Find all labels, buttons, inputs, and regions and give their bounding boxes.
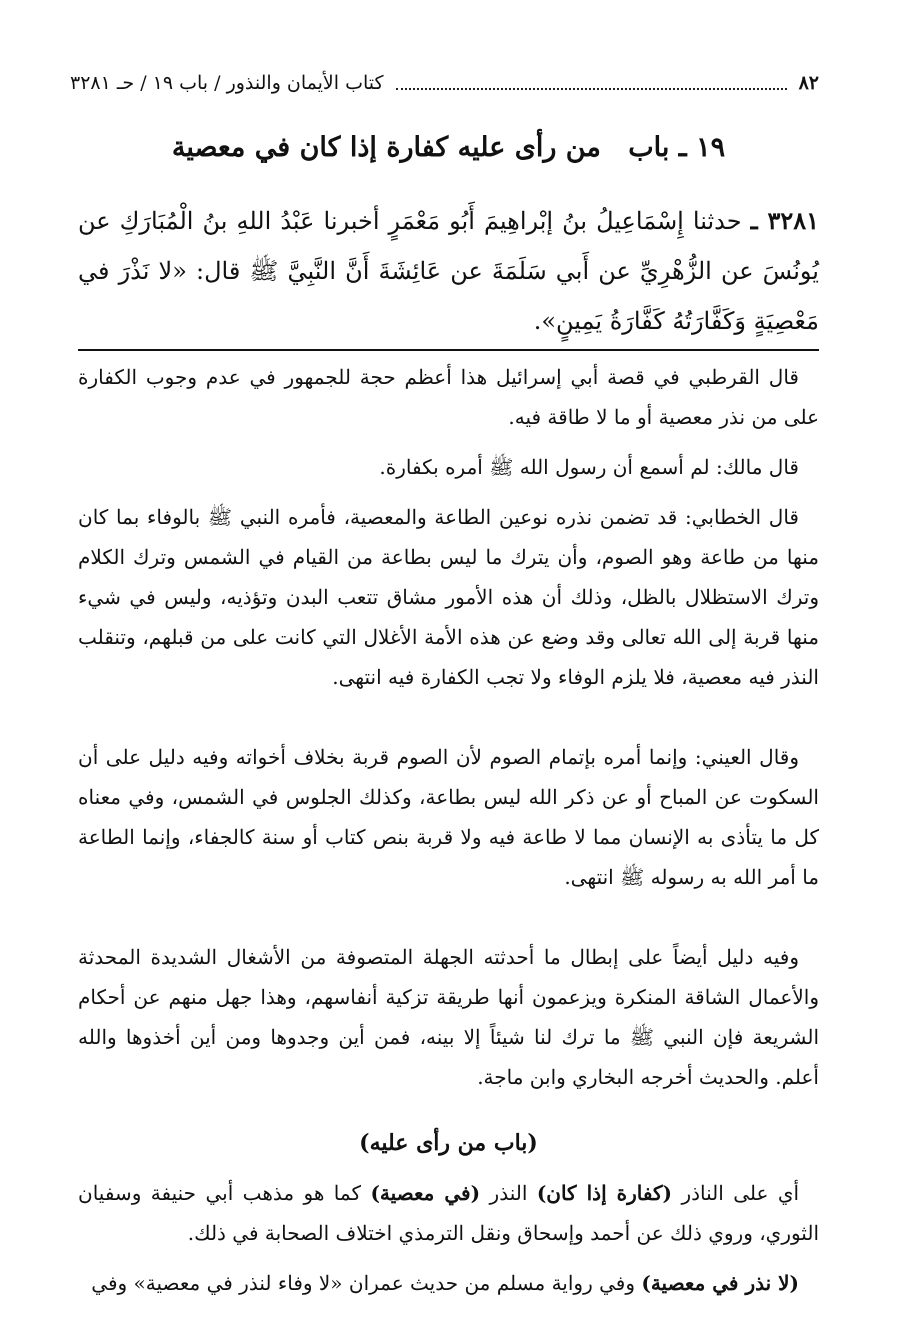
commentary-subheading: (باب من رأى عليه) (359, 1130, 538, 1156)
chapter-heading (60, 132, 837, 163)
chapter-number: ١٩ ـ باب (628, 132, 726, 163)
explanation-bold-2: (في معصية) (370, 1181, 481, 1205)
hadith-number: ٣٢٨١ ـ (750, 206, 819, 235)
commentary-paragraph-khattabi: قال الخطابي: قد تضمن نذره نوعين الطاعة والمعصية، فأمره النبي ﷺ بالوفاء بما كان منها من طاعة وهو الصوم، وأن يترك ما ليس بطاعة من القيام في الشمس وترك الكلام وترك الاستظلال بالظل، وذلك أن هذه الأمور مشاق تتعب البدن وتؤذيه، وليس في شيء منها قربة إلى الله تعالى وقد وضع عن هذه الأمة الأغلال التي كانت على من قبلهم، وتنقلب النذر فيه معصية، فلا يلزم الوفاء ولا تجب الكفارة فيه انتهى. (78, 505, 819, 689)
section-divider (78, 349, 819, 351)
chapter-title: من رأى عليه كفارة إذا كان في معصية (171, 132, 601, 163)
hadith-text: حدثنا إِسْمَاعِيلُ بنُ إبْراهِيمَ أَبُو مَعْمَرٍ أخبرنا عَبْدُ اللهِ بنُ الْمُبَارَكِ عن يُونُسَ عن الزُّهْرِيِّ عن أَبي سَلَمَةَ عن عَائِشَةَ أَنَّ النَّبِيَّ ﷺ قال: «لا نَذْرَ في مَعْصِيَةٍ وَكَفَّارَتُهُ كَفَّارَةُ يَمِينٍ». (78, 207, 819, 335)
narration-text-1: وفي رواية مسلم من حديث عمران «لا وفاء لنذر في معصية» وفي (91, 1271, 635, 1295)
explanation-text-1: أي على الناذر (681, 1181, 800, 1205)
explanation-text-3: كما هو مذهب أبي حنيفة وسفيان الثوري، وروي ذلك عن أحمد وإسحاق ونقل الترمذي اختلاف الصحابة في ذلك. (78, 1181, 819, 1245)
running-title: كتاب الأيمان والنذور / باب ١٩ / حـ ٣٢٨١ (70, 72, 384, 94)
page-number: ٨٢ (798, 72, 819, 94)
commentary-block (78, 357, 819, 1303)
commentary-paragraph-explanation (78, 1173, 819, 1253)
header-dot-leader (396, 88, 787, 90)
commentary-paragraph-aini: وقال العيني: وإنما أمره بإتمام الصوم لأن الصوم قربة بخلاف أخواته وفيه دليل على أن السكوت عن المباح أو عن ذكر الله ليس بطاعة، وكذلك الجلوس في الشمس، وفي معناه كل ما يتأذى به الإنسان مما لا طاعة فيه ولا قربة بنص كتاب أو سنة كالجفاء، وإنما الطاعة ما أمر الله به رسوله ﷺ انتهى. (78, 745, 819, 889)
commentary-paragraph-malik: قال مالك: لم أسمع أن رسول الله ﷺ أمره بكفارة. (379, 455, 799, 479)
explanation-bold-1: (كفارة إذا كان) (536, 1181, 672, 1205)
running-header (70, 68, 819, 98)
explanation-text-2: النذر (489, 1181, 528, 1205)
commentary-paragraph-sufism: وفيه دليل أيضاً على إبطال ما أحدثته الجهلة المتصوفة من الأشغال الشديدة المحدثة والأعمال الشاقة المنكرة ويزعمون أنها طريقة تزكية أنفاسهم، وهذا جهل منهم عن أحكام الشريعة فإن النبي ﷺ ما ترك لنا شيئاً إلا بينه، فمن أين وجدوها ومن أين أخذوها والله أعلم. والحديث أخرجه البخاري وابن ماجة. (78, 945, 819, 1089)
commentary-paragraph-qurtubi: قال القرطبي في قصة أبي إسرائيل هذا أعظم حجة للجمهور في عدم وجوب الكفارة على من نذر معصية أو ما لا طاقة فيه. (78, 365, 819, 429)
narration-bold-1: (لا نذر في معصية) (641, 1271, 799, 1295)
hadith-text-block (78, 196, 819, 346)
commentary-paragraph-muslim-narration (78, 1263, 819, 1303)
